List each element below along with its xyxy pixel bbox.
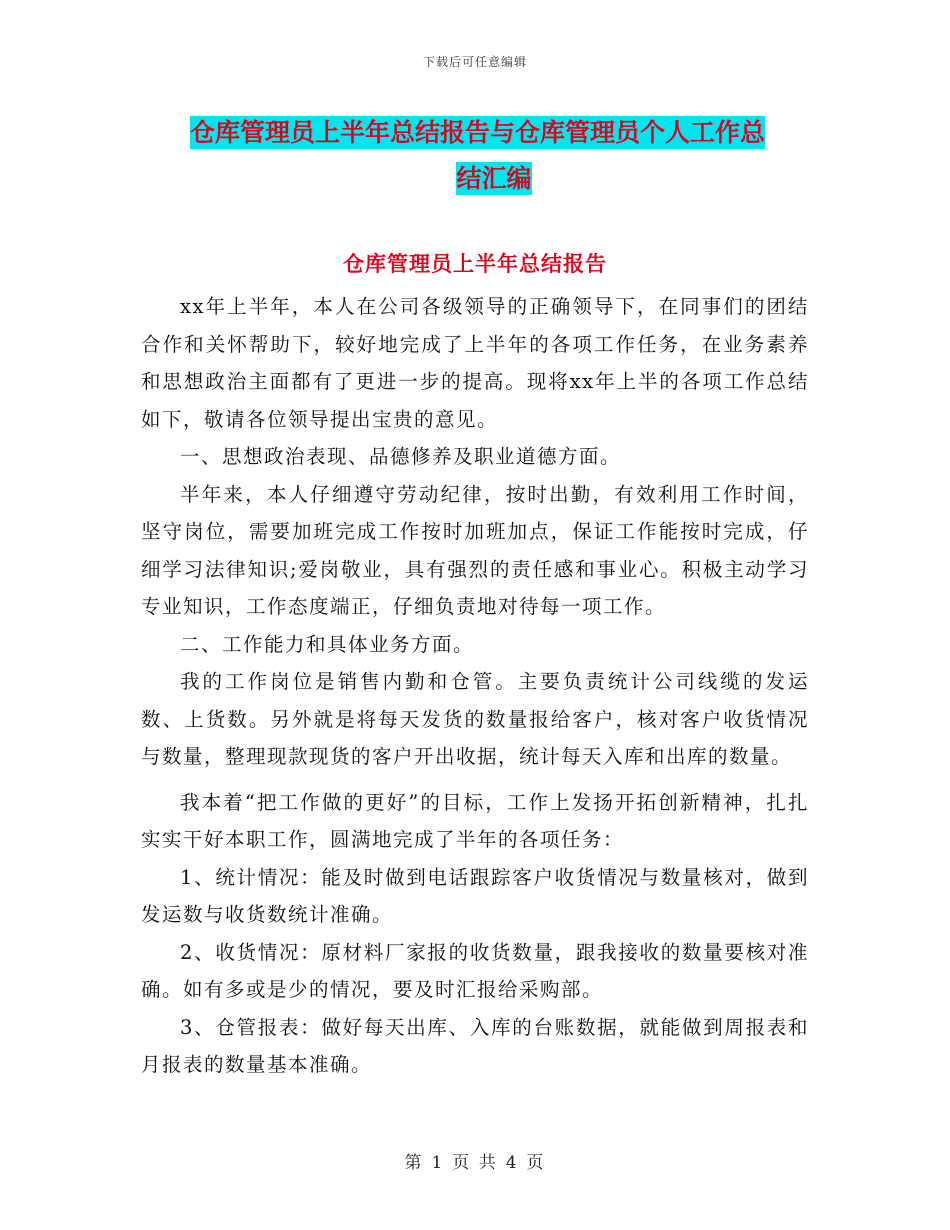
footer-total-pages: 4 [505,1153,519,1173]
footer-page-number: 1 [431,1153,445,1173]
document-title [190,110,810,202]
footer-middle: 页 共 [452,1153,498,1173]
document-body [141,288,809,1084]
page-footer [0,1148,950,1173]
paragraph-heading-1: 一、思想政治表现、品德修养及职业道德方面。 [180,445,622,468]
header-note: 下载后可任意编辑 [422,55,527,69]
paragraph-conduct: 半年来，本人仔细遵守劳动纪律，按时出勤，有效利用工作时间，坚守岗位，需要加班完成工作按时加班加点，保证工作能按时完成，仔细学习法律知识;爱岗敬业，具有强烈的责任感和事业心。积极主动学习专业知识，工作态度端正，仔细负责地对待每一项工作。 [141,482,809,618]
paragraph-item-3: 3、仓管报表：做好每天出库、入库的台账数据，就能做到周报表和月报表的数量基本准确。 [141,1015,809,1076]
footer-suffix: 页 [526,1153,546,1173]
paragraph-item-1: 1、统计情况：能及时做到电话跟踪客户收货情况与数量核对，做到发运数与收货数统计准确。 [141,865,809,926]
title-line-1: 仓库管理员上半年总结报告与仓库管理员个人工作总 [190,118,766,147]
paragraph-heading-2: 二、工作能力和具体业务方面。 [180,632,475,656]
paragraph-item-2: 2、收货情况：原材料厂家报的收货数量，跟我接收的数量要核对准确。如有多或是少的情况，要及时汇报给采购部。 [141,940,809,1001]
footer-prefix: 第 [404,1153,424,1173]
paragraph-goal: 我本着“把工作做的更好”的目标，工作上发扬开拓创新精神，扎扎实实干好本职工作，圆满地完成了半年的各项任务： [141,790,809,851]
paragraph-intro: xx年上半年，本人在公司各级领导的正确领导下，在同事们的团结合作和关怀帮助下，较好地完成了上半年的各项工作任务，在业务素养和思想政治主面都有了更进一步的提高。现将xx年上半的各项工作总结如下，敬请各位领导提出宝贵的意见。 [141,295,809,431]
title-line-2: 结汇编 [456,164,532,193]
section-title: 仓库管理员上半年总结报告 [343,251,607,276]
paragraph-duties: 我的工作岗位是销售内勤和仓管。主要负责统计公司线缆的发运数、上货数。另外就是将每天发货的数量报给客户，核对客户收货情况与数量，整理现款现货的客户开出收据，统计每天入库和出库的数量。 [141,670,809,768]
